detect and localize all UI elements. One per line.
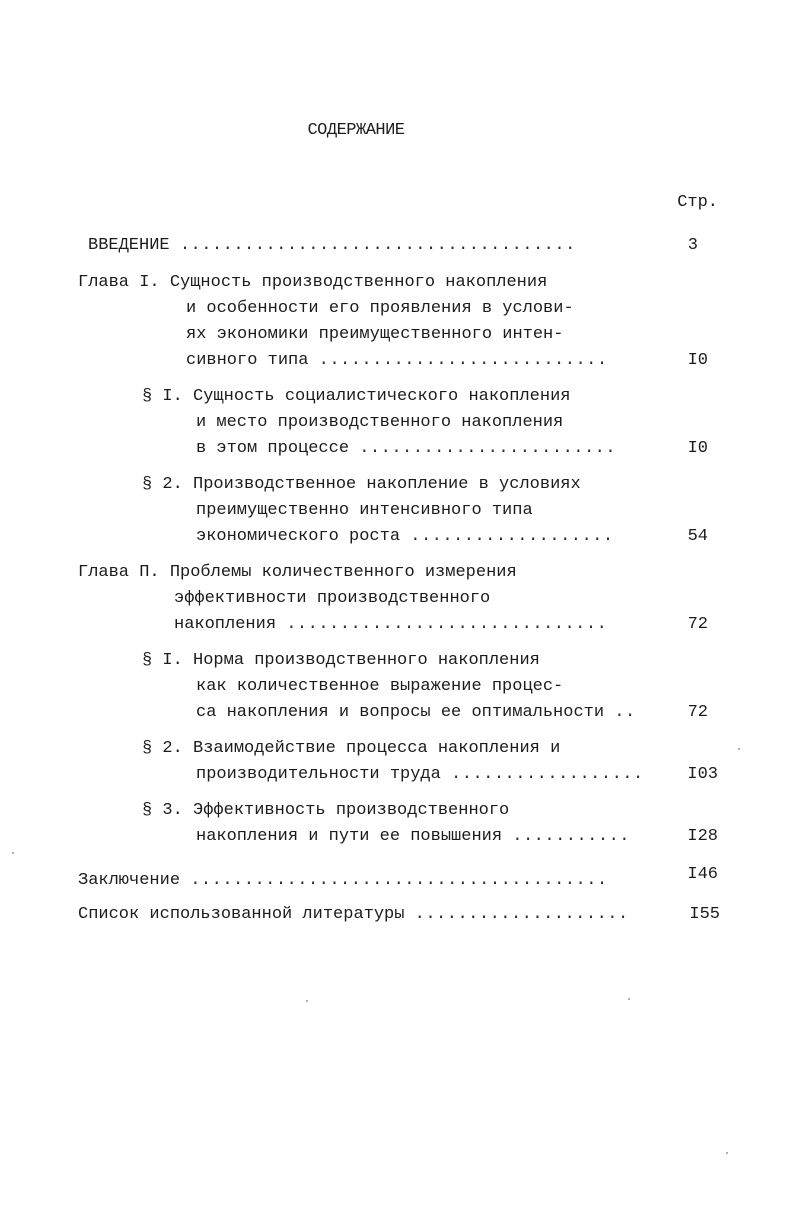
scan-speck xyxy=(12,852,14,854)
page-number: I03 xyxy=(687,765,718,784)
toc-entry-chapter-1-line-2: и особенности его проявления в услови- xyxy=(186,299,574,318)
toc-entry-conclusion xyxy=(78,871,608,890)
toc-entry-introduction xyxy=(88,236,576,255)
entry-title: ВВЕДЕНИЕ xyxy=(88,236,170,255)
entry-title: в этом процессе xyxy=(196,439,350,458)
toc-entry-chapter-2-line-3 xyxy=(174,615,607,634)
leader-dots: ........... xyxy=(512,827,630,846)
toc-entry-section-2-2-line-2 xyxy=(196,765,644,784)
leader-dots: ........................ xyxy=(359,439,617,458)
entry-title: экономического роста xyxy=(196,527,401,546)
entry-title: Заключение xyxy=(78,871,181,890)
toc-entry-section-1-1-line-3 xyxy=(196,439,616,458)
toc-entry-section-1-1-line-2: и место производственного накопления xyxy=(196,413,564,432)
toc-title: СОДЕРЖАНИЕ xyxy=(307,121,405,140)
leader-dots: ........................... xyxy=(318,351,608,370)
toc-entry-section-2-1-line-2: как количественное выражение процес- xyxy=(196,677,564,696)
toc-entry-chapter-1-line-4 xyxy=(186,351,608,370)
toc-entry-section-2-3-line-1: § 3. Эффективность производственного xyxy=(142,801,510,820)
page-number: 3 xyxy=(687,236,698,255)
toc-entry-section-2-2-line-1: § 2. Взаимодействие процесса накопления и xyxy=(142,739,561,758)
toc-entry-section-2-1-line-1: § I. Норма производственного накопления xyxy=(142,651,540,670)
toc-entry-section-1-2-line-1: § 2. Производственное накопление в условиях xyxy=(142,475,581,494)
page-number: I0 xyxy=(687,351,708,370)
leader-dots: ................... xyxy=(410,527,614,546)
entry-title: са накопления и вопросы ее оптимальности xyxy=(196,703,605,722)
page-number: 54 xyxy=(687,527,708,546)
page-column-label: Стр. xyxy=(677,193,718,212)
leader-dots: .............................. xyxy=(286,615,608,634)
page-number: I55 xyxy=(689,905,720,924)
page-number: I0 xyxy=(687,439,708,458)
toc-entry-section-1-2-line-2: преимущественно интенсивного типа xyxy=(196,501,533,520)
leader-dots: .................. xyxy=(451,765,644,784)
toc-entry-chapter-2-line-1: Глава П. Проблемы количественного измерения xyxy=(78,563,517,582)
toc-entry-section-2-1-line-3 xyxy=(196,703,636,722)
page-number: I28 xyxy=(687,827,718,846)
scan-speck xyxy=(306,1000,308,1002)
entry-title: Список использованной литературы xyxy=(78,905,405,924)
entry-title: накопления xyxy=(174,615,277,634)
page-number: 72 xyxy=(687,703,708,722)
page-number: 72 xyxy=(687,615,708,634)
leader-dots: ....................................... xyxy=(190,871,608,890)
leader-dots: .. xyxy=(614,703,636,722)
scan-speck xyxy=(726,1152,728,1154)
entry-title: сивного типа xyxy=(186,351,309,370)
toc-entry-section-1-2-line-3 xyxy=(196,527,614,546)
entry-title: производительности труда xyxy=(196,765,441,784)
leader-dots: ..................................... xyxy=(179,236,576,255)
toc-entry-chapter-1-line-3: ях экономики преимущественного интен- xyxy=(186,325,564,344)
toc-entry-section-1-1-line-1: § I. Сущность социалистического накопления xyxy=(142,387,571,406)
toc-entry-section-2-3-line-2 xyxy=(196,827,630,846)
entry-title: накопления и пути ее повышения xyxy=(196,827,503,846)
scan-speck xyxy=(628,998,630,1000)
toc-entry-bibliography xyxy=(78,905,629,924)
toc-entry-chapter-1-line-1: Глава I. Сущность производственного накопления xyxy=(78,273,548,292)
toc-entry-chapter-2-line-2: эффективности производственного xyxy=(174,589,491,608)
page-number: I46 xyxy=(687,865,718,884)
leader-dots: .................... xyxy=(414,905,629,924)
scan-speck xyxy=(738,748,740,750)
